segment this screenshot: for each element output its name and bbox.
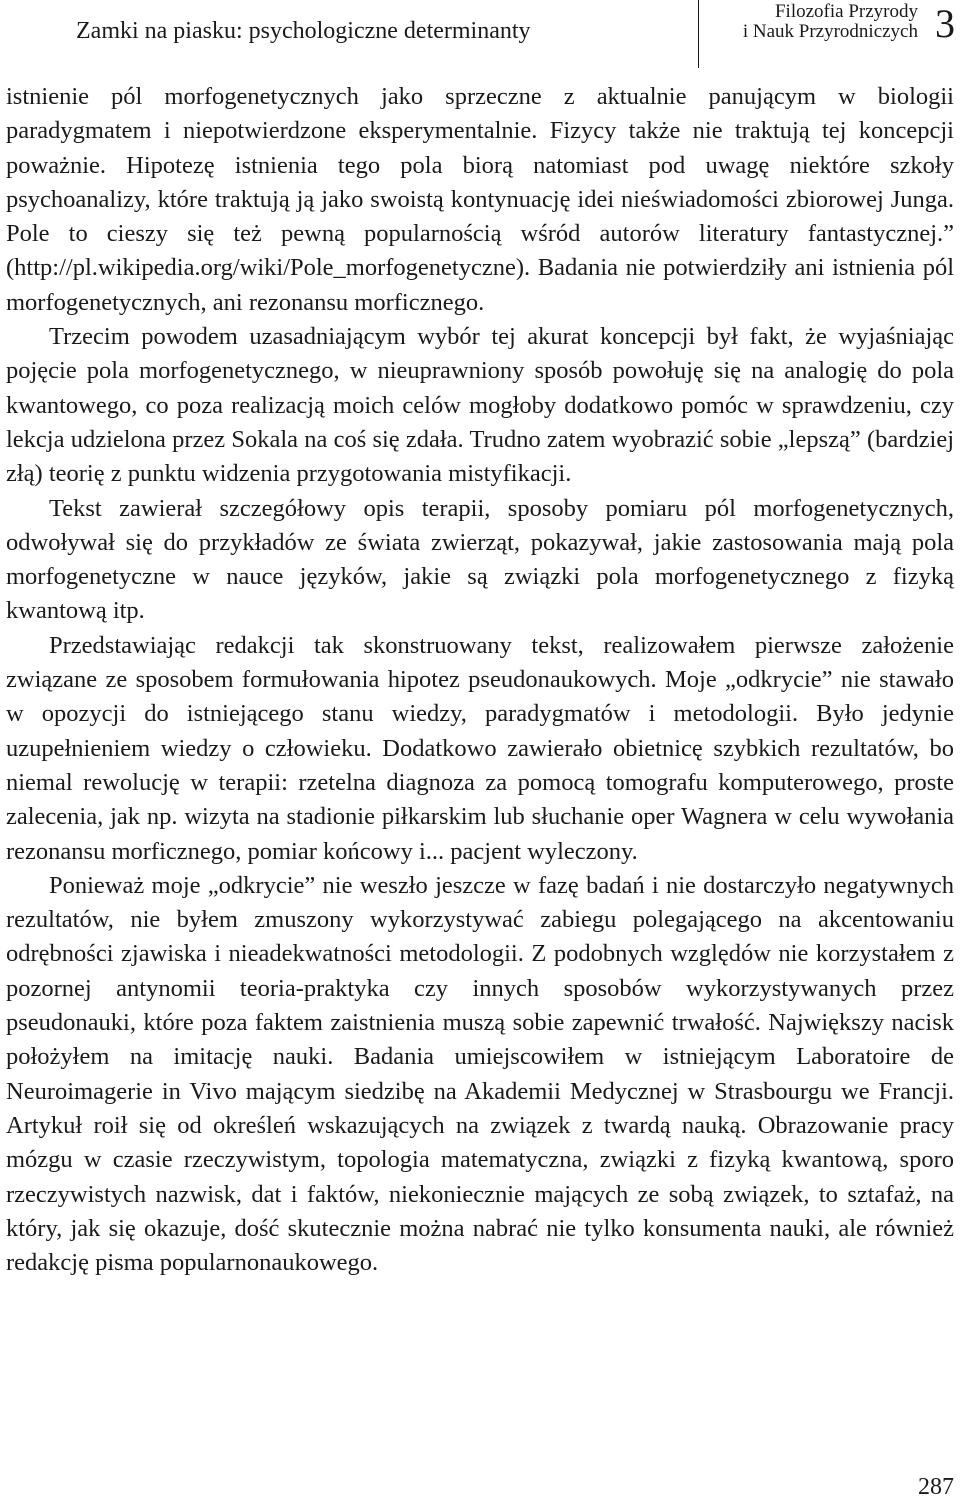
journal-name-line-2: i Nauk Przyrodniczych bbox=[742, 21, 918, 42]
paragraph: Tekst zawierał szczegółowy opis terapii, sposoby pomiaru pól morfogenetycznych, odwoływał się do przykładów ze świata zwierząt, pokazywał, jakie zastosowania mają pola morfogenetyczne w nauce języków, jakie są związki pola morfogenetycznego z fizyką kwantową itp. bbox=[6, 494, 954, 625]
issue-number: 3 bbox=[935, 1, 955, 46]
page-header bbox=[0, 0, 960, 70]
paragraph: Ponieważ moje „odkrycie” nie weszło jeszcze w fazę badań i nie dostarczyło negatywnych rezultatów, nie byłem zmuszony wykorzystywać zabiegu polegającego na akcentowaniu odrębności zjawiska i nieadekwatności metodologii. Z podobnych względów nie korzystałem z pozornej antynomii teoria-praktyka czy innych sposobów wykorzystywanych przez pseudonauki, które poza faktem zaistnienia muszą sobie zapewnić trwałość. Największy nacisk położyłem na imitację nauki. Badania umiejscowiłem w istniejącym Laboratoire de Neuroimagerie in Vivo mającym siedzibę na Akademii Medycznej w Strasbourgu we Francji. Artykuł roił się od określeń wskazujących na związek z twardą nauką. Obrazowanie pracy mózgu w czasie rzeczywistym, topologia matematyczna, związki z fizyką kwantową, sporo rzeczywistych nazwisk, dat i faktów, niekoniecznie mających ze sobą związek, to sztafaż, na który, jak się okazuje, dość skutecznie można nabrać nie tylko konsumenta nauki, ale również redakcję pisma popularnonaukowego. bbox=[6, 871, 954, 1277]
header-divider bbox=[698, 0, 699, 68]
paragraph: Trzecim powodem uzasadniającym wybór tej akurat koncepcji był fakt, że wyjaśniając pojęcie pola morfogenetycznego, w nieuprawniony sposób powołuję się na analogię do pola kwantowego, co poza realizacją moich celów mogłoby dodatkowo pomóc w sprawdzeniu, czy lekcja udzielona przez Sokala na coś się zdała. Trudno zatem wyobrazić sobie „lepszą” (bardziej złą) teorię z punktu widzenia przygotowania mistyfikacji. bbox=[6, 323, 954, 488]
journal-name-line-1: Filozofia Przyrody bbox=[774, 1, 918, 22]
paragraph: Przedstawiając redakcji tak skonstruowany tekst, realizowałem pierwsze założenie związane ze sposobem formułowania hipotez pseudonaukowych. Moje „odkrycie” nie stawało w opozycji do istniejącego stanu wiedzy, paradygmatów i metodologii. Było jedynie uzupełnieniem wiedzy o człowieku. Dodatkowo zawierało obietnicę szybkich rezultatów, bo niemal rewolucję w terapii: rzetelna diagnoza za pomocą tomografu komputerowego, proste zalecenia, jak np. wizyta na stadionie piłkarskim lub słuchanie oper Wagnera w celu wywołania rezonansu morficznego, pomiar końcowy i... pacjent wyleczony. bbox=[6, 631, 954, 865]
article-body bbox=[6, 80, 954, 1280]
paragraph-continued: istnienie pól morfogenetycznych jako sprzeczne z aktualnie panującym w biologii paradygmatem i niepotwierdzone eksperymentalnie. Fizycy także nie traktują tej koncepcji poważnie. Hipotezę istnienia tego pola biorą natomiast pod uwagę niektóre szkoły psychoanalizy, które traktują ją jako swoistą kontynuację idei nieświadomości zbiorowej Junga. Pole to cieszy się też pewną popularnością wśród autorów literatury fantastycznej.” (http://pl.wikipedia.org/wiki/Pole_morfogenetyczne). Badania nie potwierdziły ani istnienia pól morfogenetycznych, ani rezonansu morficznego. bbox=[6, 83, 954, 316]
journal-name bbox=[743, 2, 918, 42]
running-title: Zamki na piasku: psychologiczne determinanty bbox=[76, 18, 531, 44]
page-number: 287 bbox=[918, 1474, 954, 1500]
